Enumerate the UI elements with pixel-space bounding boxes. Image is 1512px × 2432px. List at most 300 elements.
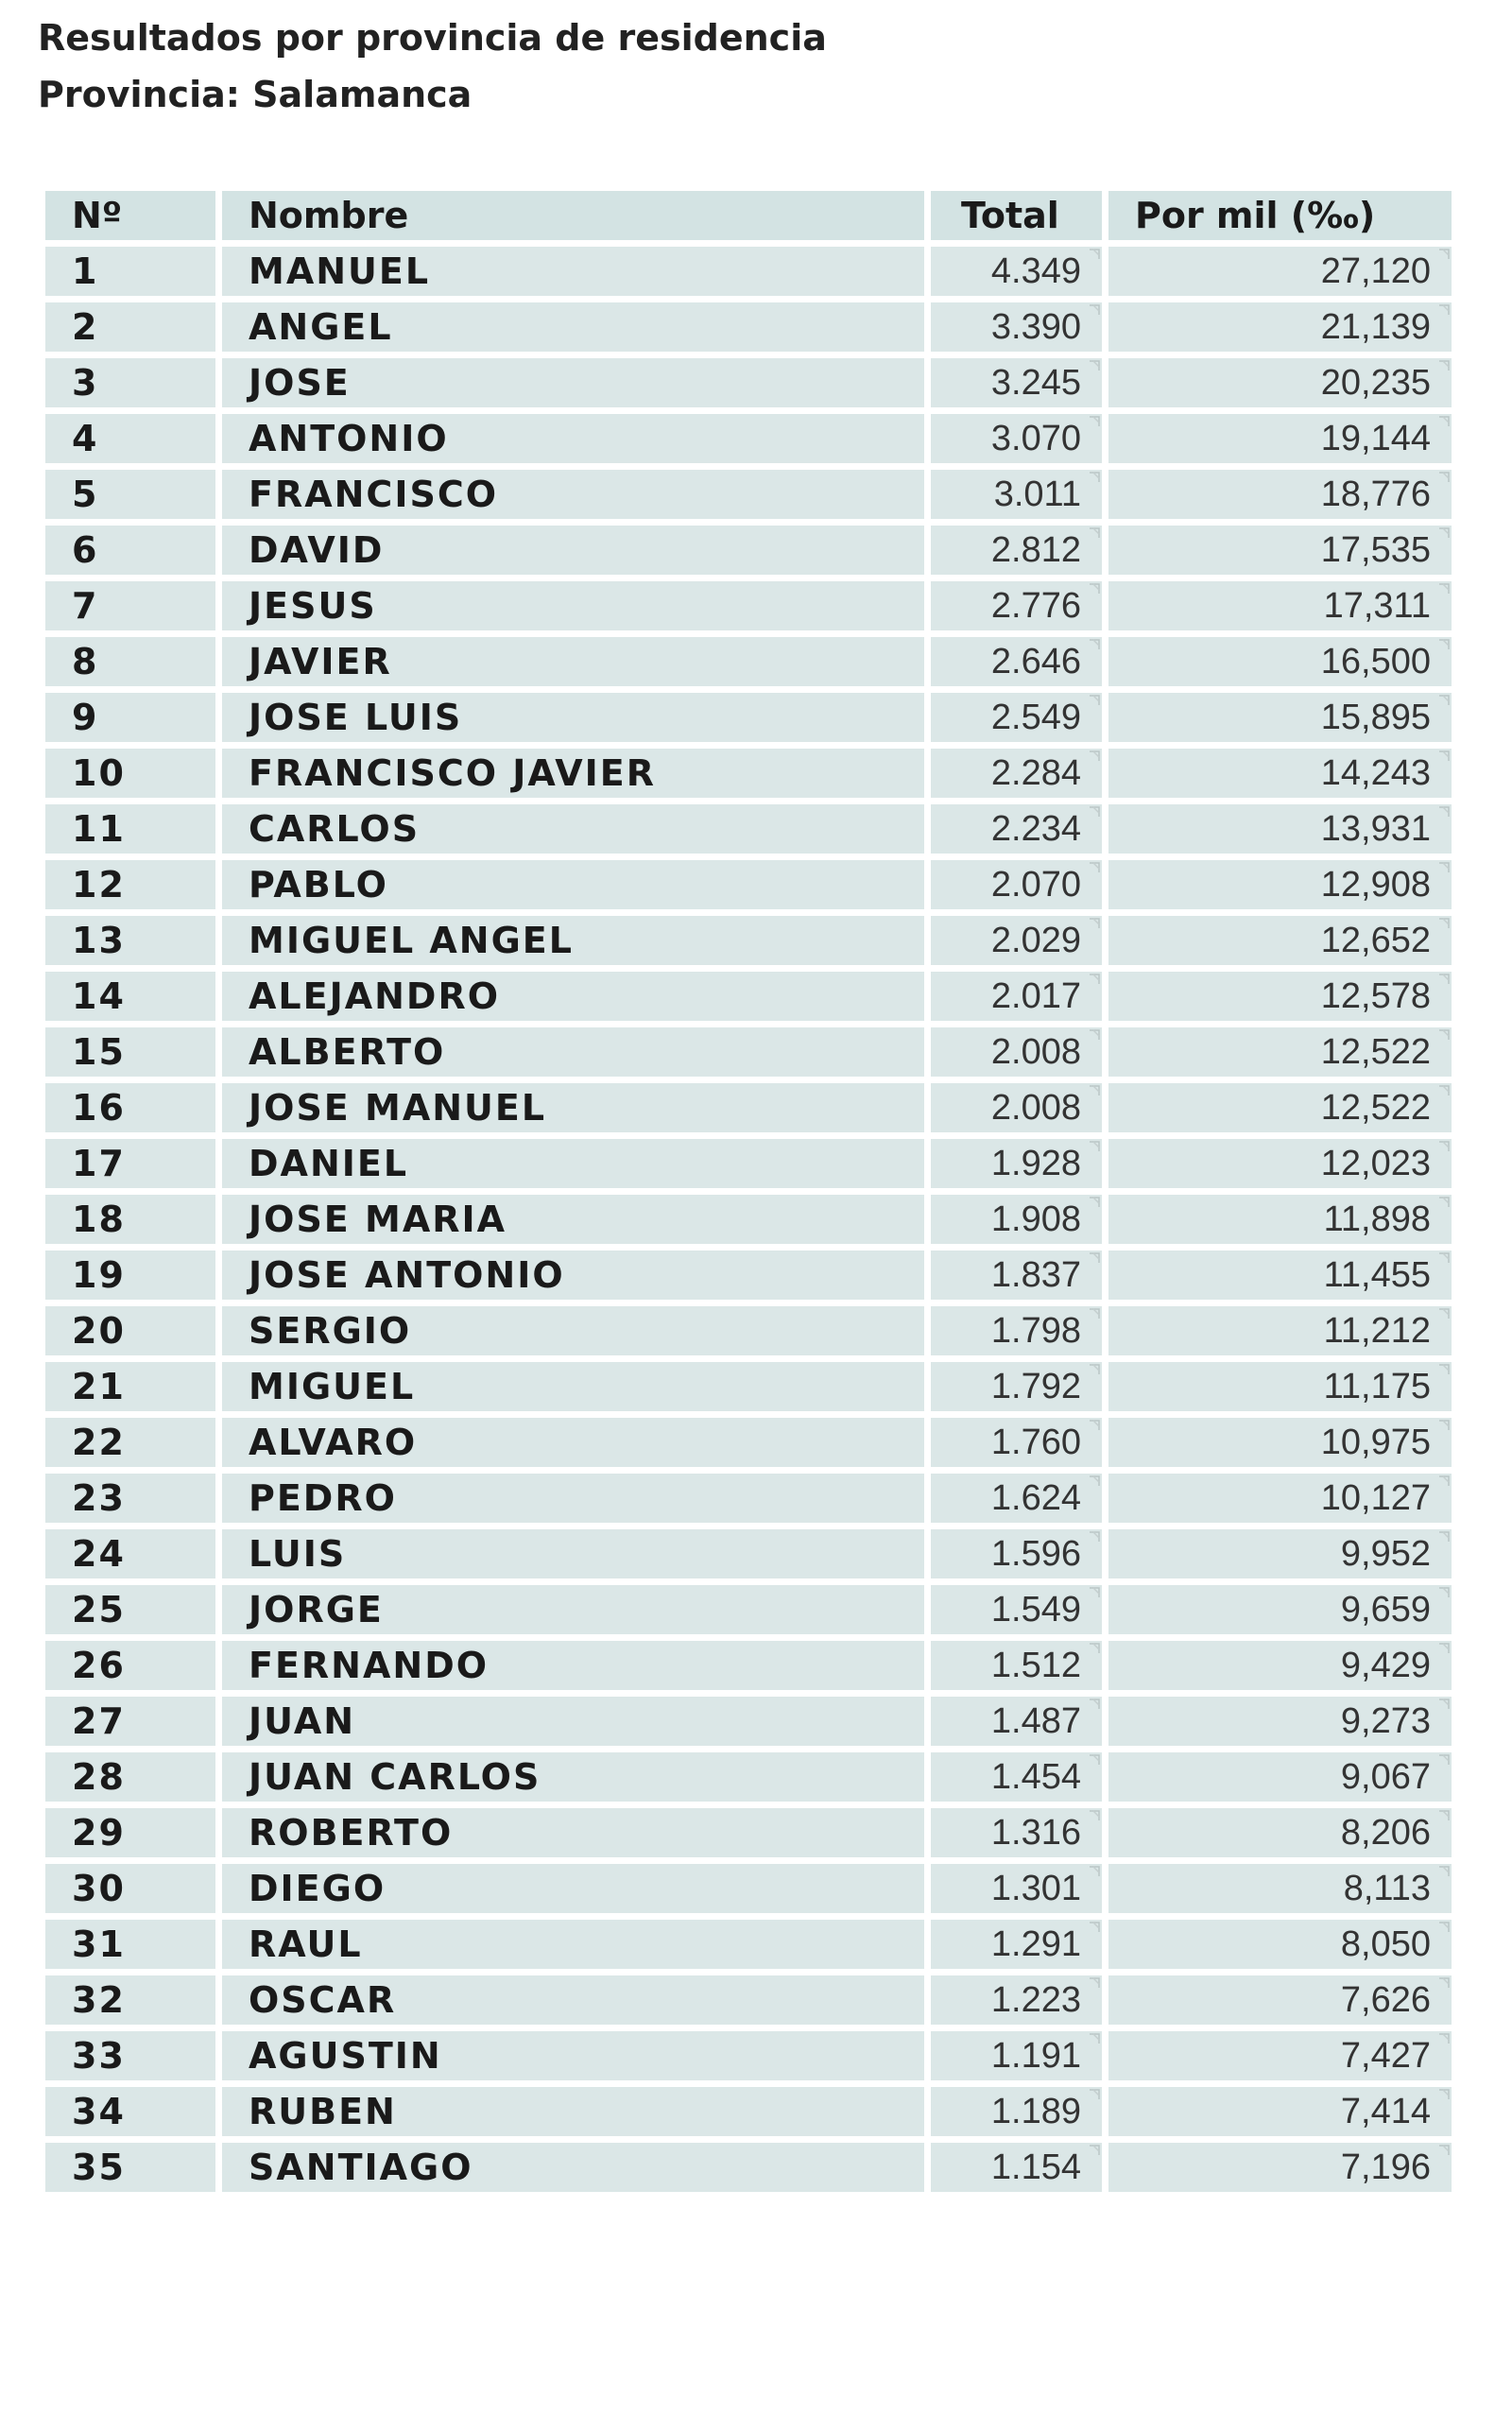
table-row [45,581,1452,637]
resize-corner-icon [1436,249,1450,262]
row-total-text: 1.301 [990,1868,1081,1908]
table-row [45,1697,1452,1752]
row-total-text: 1.454 [990,1756,1081,1797]
row-total [931,1306,1108,1362]
row-number-text: 1 [72,250,99,292]
resize-corner-icon [1436,2033,1450,2046]
row-total-text: 1.928 [990,1143,1081,1183]
row-number [45,1474,222,1529]
row-number-text: 31 [72,1923,126,1965]
row-total [931,749,1108,804]
row-name-text: RAUL [249,1923,363,1965]
row-number [45,2031,222,2087]
row-total-text: 1.792 [990,1366,1081,1406]
row-total [931,1752,1108,1808]
table-row [45,2143,1452,2199]
row-name [222,916,931,972]
row-name-text: JUAN [249,1700,356,1742]
row-number-text: 22 [72,1422,126,1463]
table-row [45,1975,1452,2031]
row-per-mil [1108,1027,1452,1083]
resize-corner-icon [1436,1197,1450,1210]
row-total [931,1027,1108,1083]
row-per-mil [1108,1418,1452,1474]
row-number [45,2143,222,2199]
row-name [222,1975,931,2031]
row-per-mil-text: 9,429 [1340,1645,1431,1685]
table-row [45,1139,1452,1195]
row-name [222,247,931,302]
row-per-mil-text: 9,659 [1340,1589,1431,1630]
resize-corner-icon [1436,1866,1450,1879]
row-number [45,470,222,526]
resize-corner-icon [1087,1531,1100,1544]
row-per-mil-text: 13,931 [1320,808,1431,849]
table-row [45,1808,1452,1864]
row-per-mil-text: 9,273 [1340,1700,1431,1741]
row-per-mil [1108,2031,1452,2087]
resize-corner-icon [1087,1810,1100,1823]
table-row [45,1306,1452,1362]
row-number [45,860,222,916]
resize-corner-icon [1087,1475,1100,1489]
row-total [931,414,1108,470]
row-number-text: 30 [72,1868,126,1909]
row-total [931,2031,1108,2087]
resize-corner-icon [1436,1252,1450,1266]
row-per-mil-text: 20,235 [1320,362,1431,403]
row-total-text: 1.487 [990,1700,1081,1741]
row-number [45,1585,222,1641]
table-row [45,1641,1452,1697]
row-number-text: 23 [72,1477,126,1519]
row-name [222,581,931,637]
row-total-text: 1.549 [990,1589,1081,1630]
row-total-text: 2.017 [990,975,1081,1016]
row-number [45,693,222,749]
table-row [45,1418,1452,1474]
resize-corner-icon [1436,360,1450,373]
row-total [931,1474,1108,1529]
resize-corner-icon [1436,918,1450,931]
row-number [45,749,222,804]
row-name [222,2087,931,2143]
row-per-mil-text: 7,414 [1340,2091,1431,2131]
resize-corner-icon [1087,583,1100,596]
row-total [931,1250,1108,1306]
column-header-number: Nº [45,191,222,247]
row-per-mil [1108,1585,1452,1641]
resize-corner-icon [1436,472,1450,485]
row-name-text: CARLOS [249,808,421,850]
row-name [222,1752,931,1808]
row-number-text: 8 [72,641,99,682]
row-per-mil [1108,693,1452,749]
resize-corner-icon [1436,1085,1450,1098]
resize-corner-icon [1436,1977,1450,1991]
row-number [45,804,222,860]
resize-corner-icon [1436,1587,1450,1600]
row-name-text: MIGUEL ANGEL [249,920,574,961]
row-name [222,637,931,693]
row-number-text: 29 [72,1812,126,1854]
row-number-text: 13 [72,920,126,961]
row-number [45,1195,222,1250]
resize-corner-icon [1436,806,1450,819]
row-number [45,526,222,581]
row-number-text: 4 [72,418,99,459]
row-name-text: AGUSTIN [249,2035,442,2077]
row-number-text: 34 [72,2091,126,2132]
resize-corner-icon [1087,472,1100,485]
table-row [45,1864,1452,1920]
row-name [222,1697,931,1752]
row-per-mil [1108,1474,1452,1529]
row-number-text: 35 [72,2147,126,2188]
resize-corner-icon [1087,806,1100,819]
row-total [931,1920,1108,1975]
row-total [931,1195,1108,1250]
row-total-text: 3.011 [993,474,1081,514]
row-total-text: 1.760 [990,1422,1081,1462]
row-total-text: 1.154 [990,2147,1081,2187]
table-row [45,247,1452,302]
resize-corner-icon [1436,1420,1450,1433]
row-per-mil-text: 10,975 [1320,1422,1431,1462]
row-name-text: ROBERTO [249,1812,454,1854]
row-number-text: 7 [72,585,99,627]
row-per-mil-text: 7,427 [1340,2035,1431,2076]
resize-corner-icon [1436,695,1450,708]
row-number-text: 28 [72,1756,126,1798]
row-per-mil-text: 17,311 [1323,585,1431,626]
row-name [222,1027,931,1083]
row-per-mil-text: 14,243 [1320,752,1431,793]
resize-corner-icon [1087,1866,1100,1879]
row-number [45,1027,222,1083]
row-per-mil [1108,1139,1452,1195]
row-name [222,1418,931,1474]
resize-corner-icon [1087,750,1100,764]
row-name [222,804,931,860]
row-name-text: MIGUEL [249,1366,416,1407]
row-total-text: 3.070 [990,418,1081,458]
row-name-text: RUBEN [249,2091,397,2132]
resize-corner-icon [1087,360,1100,373]
row-per-mil-text: 11,898 [1323,1199,1431,1239]
resize-corner-icon [1436,1141,1450,1154]
row-name-text: FERNANDO [249,1645,490,1686]
row-name [222,526,931,581]
table-row [45,2087,1452,2143]
table-row [45,749,1452,804]
row-number [45,302,222,358]
row-name [222,1474,931,1529]
row-name [222,1529,931,1585]
row-name-text: SERGIO [249,1310,412,1352]
row-number-text: 11 [72,808,126,850]
row-per-mil-text: 12,578 [1320,975,1431,1016]
row-per-mil [1108,1752,1452,1808]
row-total-text: 2.284 [990,752,1081,793]
table-row [45,358,1452,414]
row-number-text: 12 [72,864,126,906]
row-total-text: 4.349 [990,250,1081,291]
row-number [45,1975,222,2031]
row-total [931,526,1108,581]
row-per-mil [1108,2087,1452,2143]
row-per-mil-text: 11,455 [1323,1254,1431,1295]
row-total-text: 2.008 [990,1087,1081,1128]
row-total [931,247,1108,302]
row-number-text: 5 [72,474,99,515]
resize-corner-icon [1436,416,1450,429]
table-row [45,1083,1452,1139]
resize-corner-icon [1087,2145,1100,2158]
row-number-text: 21 [72,1366,126,1407]
row-name [222,860,931,916]
resize-corner-icon [1436,1699,1450,1712]
row-per-mil-text: 17,535 [1320,529,1431,570]
row-name-text: MANUEL [249,250,431,292]
table-row [45,637,1452,693]
row-number-text: 6 [72,529,99,571]
row-per-mil-text: 15,895 [1320,697,1431,737]
row-name [222,749,931,804]
row-per-mil [1108,358,1452,414]
row-total [931,358,1108,414]
row-name-text: JORGE [249,1589,384,1630]
row-name-text: SANTIAGO [249,2147,473,2188]
row-name [222,693,931,749]
table-row [45,302,1452,358]
row-total [931,860,1108,916]
row-name [222,1641,931,1697]
table-row [45,1752,1452,1808]
resize-corner-icon [1087,862,1100,875]
row-name-text: FRANCISCO [249,474,499,515]
row-total [931,1418,1108,1474]
row-number-text: 10 [72,752,126,794]
row-name [222,1195,931,1250]
resize-corner-icon [1087,1699,1100,1712]
row-name [222,414,931,470]
row-name-text: ANTONIO [249,418,449,459]
row-total-text: 1.512 [990,1645,1081,1685]
row-number [45,1641,222,1697]
table-row [45,1362,1452,1418]
resize-corner-icon [1087,1141,1100,1154]
row-name [222,1139,931,1195]
row-total-text: 1.189 [990,2091,1081,2131]
resize-corner-icon [1087,1977,1100,1991]
row-total-text: 2.549 [990,697,1081,737]
resize-corner-icon [1436,1531,1450,1544]
table-row [45,414,1452,470]
table-row [45,2031,1452,2087]
resize-corner-icon [1087,1029,1100,1043]
table-row [45,1585,1452,1641]
row-per-mil [1108,414,1452,470]
resize-corner-icon [1436,2089,1450,2102]
row-per-mil-text: 12,023 [1320,1143,1431,1183]
row-number-text: 19 [72,1254,126,1296]
row-name [222,2031,931,2087]
row-per-mil-text: 8,113 [1343,1868,1431,1908]
row-per-mil-text: 10,127 [1320,1477,1431,1518]
row-total-text: 2.234 [990,808,1081,849]
row-total-text: 3.390 [990,306,1081,347]
row-per-mil-text: 9,952 [1340,1533,1431,1574]
row-number-text: 27 [72,1700,126,1742]
row-name-text: JOSE MARIA [249,1199,507,1240]
row-per-mil [1108,1083,1452,1139]
resize-corner-icon [1436,583,1450,596]
row-total-text: 1.291 [990,1923,1081,1964]
table-row [45,804,1452,860]
row-name [222,972,931,1027]
row-number [45,1697,222,1752]
row-number [45,1418,222,1474]
row-per-mil-text: 21,139 [1320,306,1431,347]
row-name [222,1083,931,1139]
row-number [45,1362,222,1418]
row-number [45,1083,222,1139]
row-number-text: 9 [72,697,99,738]
row-name [222,1362,931,1418]
row-name [222,1808,931,1864]
row-number-text: 18 [72,1199,126,1240]
row-name-text: JAVIER [249,641,392,682]
row-total-text: 1.316 [990,1812,1081,1853]
resize-corner-icon [1436,1029,1450,1043]
resize-corner-icon [1436,750,1450,764]
row-per-mil [1108,637,1452,693]
resize-corner-icon [1087,2033,1100,2046]
resize-corner-icon [1087,1364,1100,1377]
row-number [45,414,222,470]
row-total [931,637,1108,693]
row-per-mil [1108,860,1452,916]
row-name-text: JOSE LUIS [249,697,463,738]
row-name-text: ALEJANDRO [249,975,501,1017]
resize-corner-icon [1087,1643,1100,1656]
resize-corner-icon [1436,2145,1450,2158]
resize-corner-icon [1436,1308,1450,1321]
row-number-text: 3 [72,362,99,404]
row-total-text: 1.596 [990,1533,1081,1574]
table-row [45,916,1452,972]
resize-corner-icon [1087,416,1100,429]
row-name-text: ALBERTO [249,1031,446,1073]
row-total-text: 1.908 [990,1199,1081,1239]
results-table [45,191,1452,2199]
row-total [931,302,1108,358]
row-per-mil [1108,302,1452,358]
row-per-mil [1108,581,1452,637]
resize-corner-icon [1436,1475,1450,1489]
row-total [931,1362,1108,1418]
row-total [931,470,1108,526]
resize-corner-icon [1087,1197,1100,1210]
row-total [931,1697,1108,1752]
row-name-text: DAVID [249,529,385,571]
row-per-mil-text: 7,626 [1340,1979,1431,2020]
row-number [45,1808,222,1864]
province-label: Provincia: Salamanca [38,74,472,115]
row-name-text: ANGEL [249,306,393,348]
row-total [931,1641,1108,1697]
row-per-mil-text: 16,500 [1320,641,1431,681]
resize-corner-icon [1087,2089,1100,2102]
row-number [45,916,222,972]
resize-corner-icon [1436,527,1450,541]
row-per-mil [1108,1975,1452,2031]
row-per-mil-text: 12,522 [1320,1087,1431,1128]
row-name-text: FRANCISCO JAVIER [249,752,656,794]
row-number [45,1752,222,1808]
row-total-text: 2.812 [990,529,1081,570]
row-per-mil [1108,1641,1452,1697]
row-per-mil-text: 9,067 [1340,1756,1431,1797]
row-per-mil-text: 12,652 [1320,920,1431,960]
table-row [45,1195,1452,1250]
row-per-mil-text: 12,908 [1320,864,1431,905]
row-number [45,1920,222,1975]
column-header-total: Total [931,191,1108,247]
table-row [45,470,1452,526]
row-name-text: PABLO [249,864,388,906]
resize-corner-icon [1436,304,1450,318]
row-per-mil-text: 7,196 [1340,2147,1431,2187]
row-per-mil [1108,804,1452,860]
resize-corner-icon [1087,639,1100,652]
row-per-mil-text: 8,206 [1340,1812,1431,1853]
row-number [45,637,222,693]
row-total [931,1529,1108,1585]
row-per-mil [1108,526,1452,581]
row-number-text: 20 [72,1310,126,1352]
row-total [931,1083,1108,1139]
row-number-text: 24 [72,1533,126,1575]
row-total [931,1585,1108,1641]
row-per-mil [1108,1195,1452,1250]
row-number [45,581,222,637]
table-row [45,1250,1452,1306]
row-per-mil [1108,749,1452,804]
table-row [45,1529,1452,1585]
resize-corner-icon [1087,1420,1100,1433]
resize-corner-icon [1436,1643,1450,1656]
column-header-name: Nombre [222,191,931,247]
row-total [931,581,1108,637]
row-total [931,2087,1108,2143]
row-per-mil-text: 8,050 [1340,1923,1431,1964]
row-number [45,247,222,302]
row-total-text: 2.070 [990,864,1081,905]
resize-corner-icon [1087,1308,1100,1321]
row-name [222,1864,931,1920]
row-total-text: 3.245 [990,362,1081,403]
row-per-mil [1108,1864,1452,1920]
table-header-row [45,191,1452,247]
resize-corner-icon [1436,862,1450,875]
resize-corner-icon [1436,1922,1450,1935]
row-total [931,2143,1108,2199]
row-name-text: JESUS [249,585,377,627]
table-row [45,1474,1452,1529]
table-row [45,972,1452,1027]
